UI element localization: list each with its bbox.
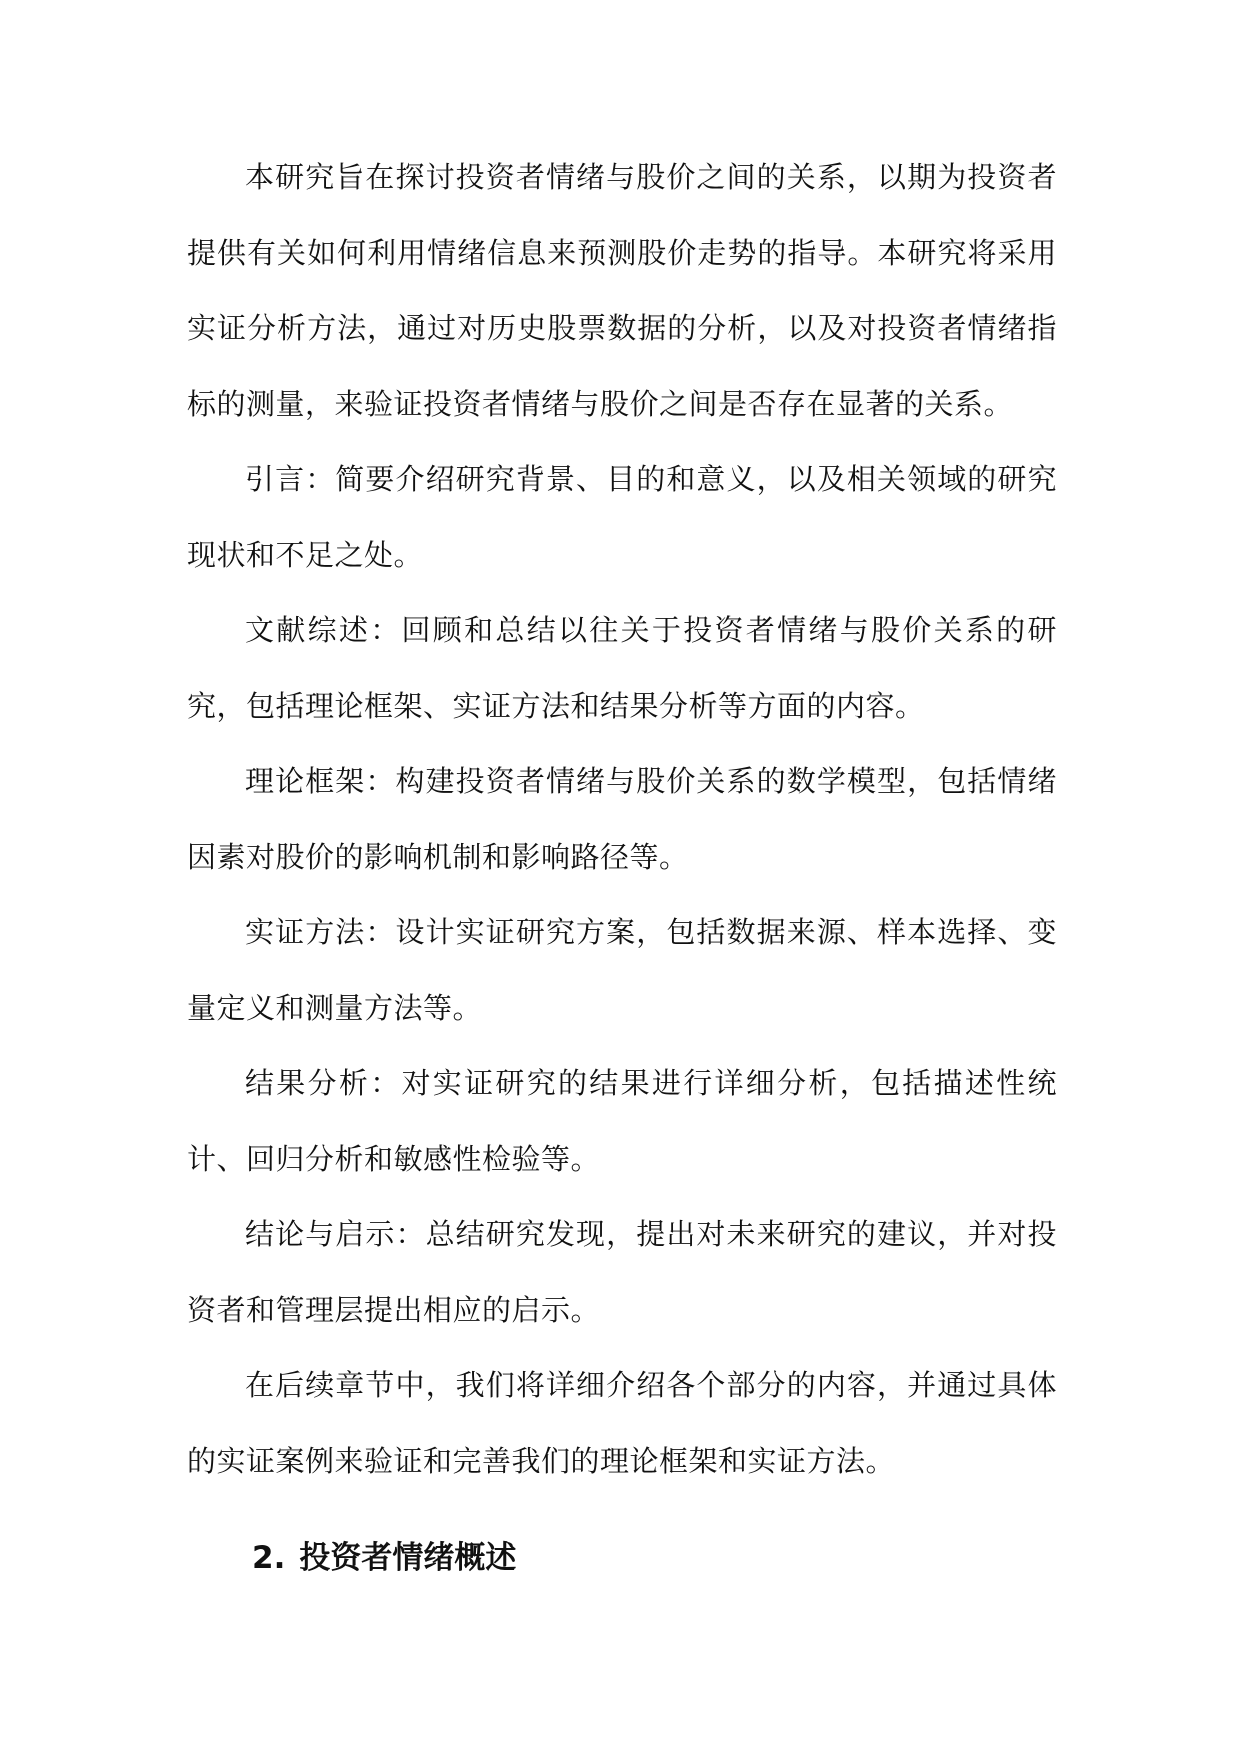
paragraph-followup: 在后续章节中，我们将详细介绍各个部分的内容，并通过具体的实证案例来验证和完善我们的理论框架和实证方法。 [187,1368,1057,1478]
paragraph-conclusion: 结论与启示：总结研究发现，提出对未来研究的建议，并对投资者和管理层提出相应的启示。 [187,1217,1057,1327]
paragraph-introduction: 引言：简要介绍研究背景、目的和意义，以及相关领域的研究现状和不足之处。 [187,462,1057,572]
section-title: 投资者情绪概述 [299,1540,517,1576]
paragraph-literature-review: 文献综述：回顾和总结以往关于投资者情绪与股价关系的研究，包括理论框架、实证方法和结果分析等方面的内容。 [187,613,1057,723]
section-heading [252,1538,516,1578]
document-body [187,140,1057,1499]
paragraph-intro: 本研究旨在探讨投资者情绪与股价之间的关系，以期为投资者提供有关如何利用情绪信息来预测股价走势的指导。本研究将采用实证分析方法，通过对历史股票数据的分析，以及对投资者情绪指标的测量，来验证投资者情绪与股价之间是否存在显著的关系。 [187,160,1057,421]
paragraph-theoretical-framework: 理论框架：构建投资者情绪与股价关系的数学模型，包括情绪因素对股价的影响机制和影响路径等。 [187,764,1057,874]
paragraph-empirical-method: 实证方法：设计实证研究方案，包括数据来源、样本选择、变量定义和测量方法等。 [187,915,1057,1025]
paragraph-result-analysis: 结果分析：对实证研究的结果进行详细分析，包括描述性统计、回归分析和敏感性检验等。 [187,1066,1057,1176]
section-number: 2. [252,1540,286,1576]
